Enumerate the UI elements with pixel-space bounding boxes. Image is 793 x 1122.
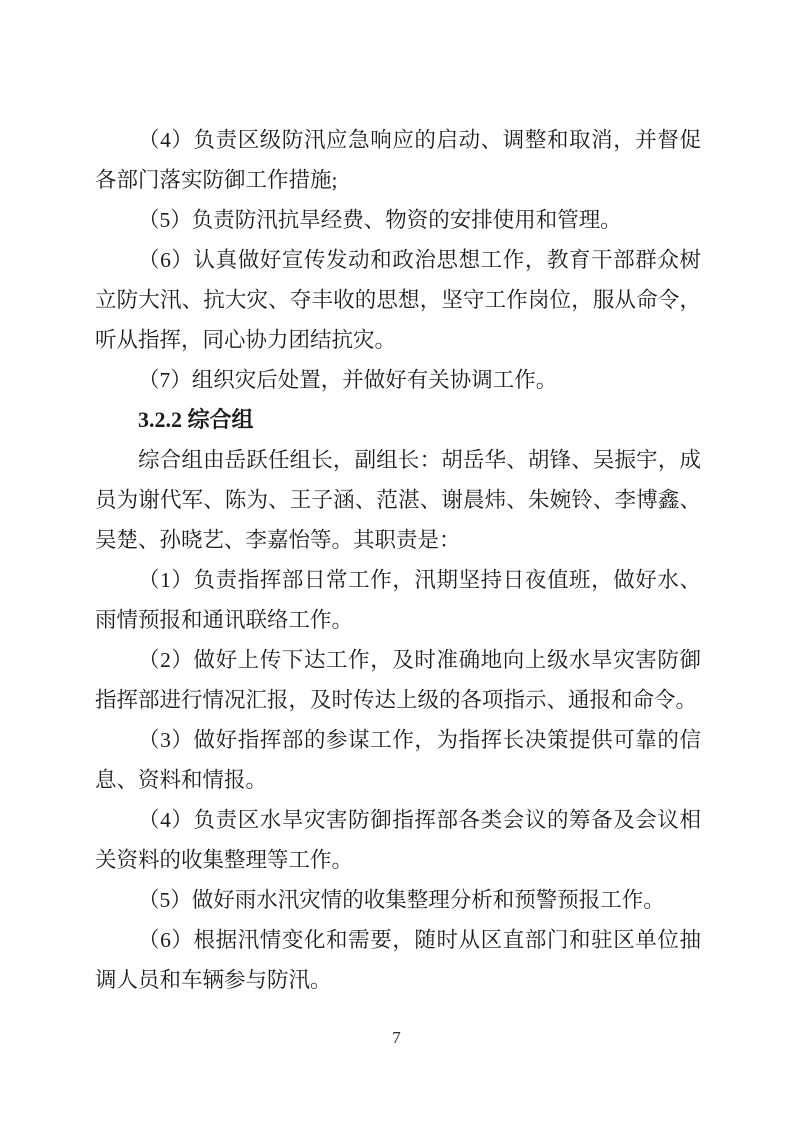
page-number: 7 bbox=[392, 1028, 401, 1047]
text-line: （7）组织灾后处置，并做好有关协调工作。 bbox=[138, 368, 558, 392]
text-line: （5）负责防汛抗旱经费、物资的安排使用和管理。 bbox=[138, 208, 622, 232]
text-line: 指挥部进行情况汇报，及时传达上级的各项指示、通报和命令。 bbox=[95, 688, 698, 712]
text-line: （6）根据汛情变化和需要，随时从区直部门和驻区单位抽 bbox=[138, 928, 701, 952]
text-line: 雨情预报和通讯联络工作。 bbox=[95, 608, 354, 632]
text-line: （4）负责区级防汛应急响应的启动、调整和取消，并督促 bbox=[138, 128, 701, 152]
text-line: （2）做好上传下达工作，及时准确地向上级水旱灾害防御 bbox=[138, 648, 701, 672]
text-line: 关资料的收集整理等工作。 bbox=[95, 848, 354, 872]
text-line: 吴楚、孙晓艺、李嘉怡等。其职责是： bbox=[95, 528, 461, 552]
text-line: 各部门落实防御工作措施; bbox=[95, 168, 338, 192]
text-line: 息、资料和情报。 bbox=[95, 768, 268, 792]
text-line: 综合组由岳跃任组长，副组长：胡岳华、胡锋、吴振宇，成 bbox=[138, 448, 701, 472]
document-body bbox=[95, 120, 701, 1000]
section-heading: 3.2.2 综合组 bbox=[138, 407, 254, 432]
text-line: 调人员和车辆参与防汛。 bbox=[95, 968, 332, 992]
text-line: （4）负责区水旱灾害防御指挥部各类会议的筹备及会议相 bbox=[138, 808, 701, 832]
text-line: 员为谢代军、陈为、王子涵、范湛、谢晨炜、朱婉铃、李博鑫、 bbox=[95, 488, 701, 512]
text-line: 听从指挥，同心协力团结抗灾。 bbox=[95, 328, 397, 352]
text-line: （3）做好指挥部的参谋工作，为指挥长决策提供可靠的信 bbox=[138, 728, 701, 752]
text-line: （1）负责指挥部日常工作，汛期坚持日夜值班，做好水、 bbox=[138, 568, 701, 592]
text-line: 立防大汛、抗大灾、夺丰收的思想，坚守工作岗位，服从命令， bbox=[95, 288, 701, 312]
text-line: （5）做好雨水汛灾情的收集整理分析和预警预报工作。 bbox=[138, 888, 665, 912]
text-line: （6）认真做好宣传发动和政治思想工作，教育干部群众树 bbox=[138, 248, 701, 272]
